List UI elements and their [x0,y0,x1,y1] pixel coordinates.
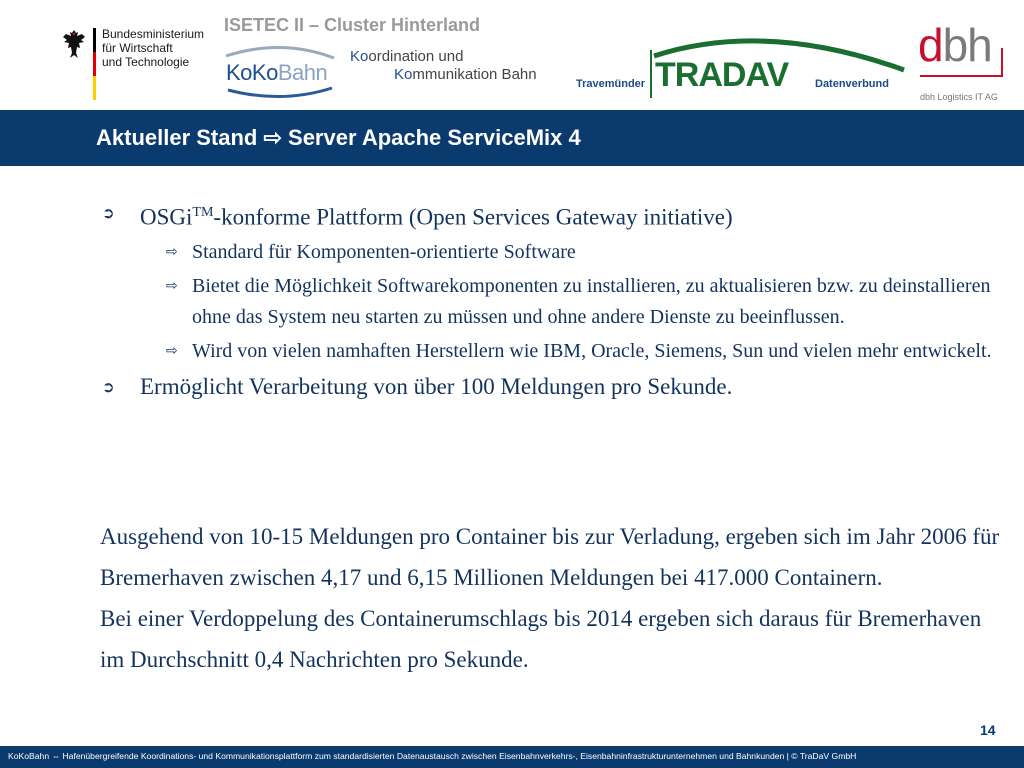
tagline-prefix-1: Ko [350,48,369,65]
tradav-logo [576,34,906,100]
footer-text: KoKoBahn ⇔ Hafenübergreifende Koordinations- und Kommunikationsplattform zum standardisierten Datenaustausch zwischen Eisenbahnverkehrs-, Eisenbahninfrastrukturunternehmen und Bahnkunden | © TraDaV GmbH [8,751,857,761]
dbh-letter-d: d [918,19,943,71]
federal-eagle-icon [62,28,86,60]
cluster-title: ISETEC II – Cluster Hinterland [224,15,481,35]
slide-title: Aktueller Stand ⇨ Server Apache ServiceMix 4 [96,125,581,150]
sub-bullet-text: Bietet die Möglichkeit Softwarekomponenten zu installieren, zu aktualisieren bzw. zu deinstallieren ohne das System neu starten zu müssen und ohne andere Dienste zu beeinflussen. [192,274,991,328]
kokobahn-tagline-line-2 [350,66,537,84]
kokobahn-tagline [350,48,537,84]
tradav-right-label: Datenverbund [815,78,889,90]
kokobahn-tagline-line-1 [350,48,537,66]
kokobahn-logo [222,44,340,100]
hollow-arrow-bullet-icon: ⇨ [166,342,178,359]
ministry-line-3: und Technologie [102,55,190,69]
dbh-bracket-icon [918,22,1008,82]
kokobahn-wordmark-b: Bahn [277,60,328,85]
page-number: 14 [980,722,996,738]
footer-bar [0,746,1024,768]
trademark-sup: TM [192,205,214,220]
paragraph-1: Ausgehend von 10-15 Meldungen pro Container bis zur Verladung, ergeben sich im Jahr 2006 für Bremerhaven zwischen 4,17 und 6,15 Millionen Meldungen bei 417.000 Containern. [100,524,1000,590]
circled-arrow-bullet-icon: ➲ [102,204,115,222]
bullet-throughput-text: Ermöglicht Verarbeitung von über 100 Meldungen pro Sekunde. [140,373,733,399]
tagline-prefix-2: Ko [394,66,413,83]
sub-bullet-text: Standard für Komponenten-orientierte Software [192,240,576,263]
tradav-divider [650,50,652,98]
german-flag-stripe [93,28,96,100]
bullet-osgi-text-b: -konforme Plattform (Open Services Gateway initiative) [213,204,733,230]
sub-bullet-text: Wird von vielen namhaften Herstellern wie IBM, Oracle, Siemens, Sun und vielen mehr entwickelt. [192,339,992,362]
sub-bullet [100,271,1000,333]
hollow-arrow-bullet-icon: ⇨ [166,277,178,294]
bullet-throughput [100,370,1000,404]
ministry-name [102,27,222,69]
sub-bullet [100,237,1000,268]
bmwi-logo [62,26,212,100]
bullet-osgi [100,196,1000,235]
hollow-arrow-bullet-icon: ⇨ [166,243,178,260]
dbh-logo [918,19,1008,102]
kokobahn-wordmark-a: KoKo [226,60,278,85]
slide-title-bar [0,110,1024,166]
kokobahn-wordmark [226,60,327,86]
dbh-letters-bh: bh [942,19,992,71]
circled-arrow-bullet-icon: ➲ [102,377,115,396]
bullet-osgi-text-a: OSGi [140,204,193,230]
tagline-rest-2: mmunikation Bahn [412,66,537,83]
dbh-subtitle: dbh Logistics IT AG [920,92,998,102]
bullet-list [100,196,1000,406]
ministry-line-1: Bundesministerium [102,27,205,41]
tagline-rest-1: ordination und [368,48,464,65]
tradav-left-label: Travemünder [576,78,646,90]
paragraph-2: Bei einer Verdoppelung des Containerumschlags bis 2014 ergeben sich daraus für Bremerhaven im Durchschnitt 0,4 Nachrichten pro Sekunde. [100,606,982,672]
sub-bullet [100,336,1000,367]
explanation-paragraph [100,516,1010,680]
ministry-line-2: für Wirtschaft [102,41,173,55]
tradav-wordmark: TRADAV [655,56,789,94]
